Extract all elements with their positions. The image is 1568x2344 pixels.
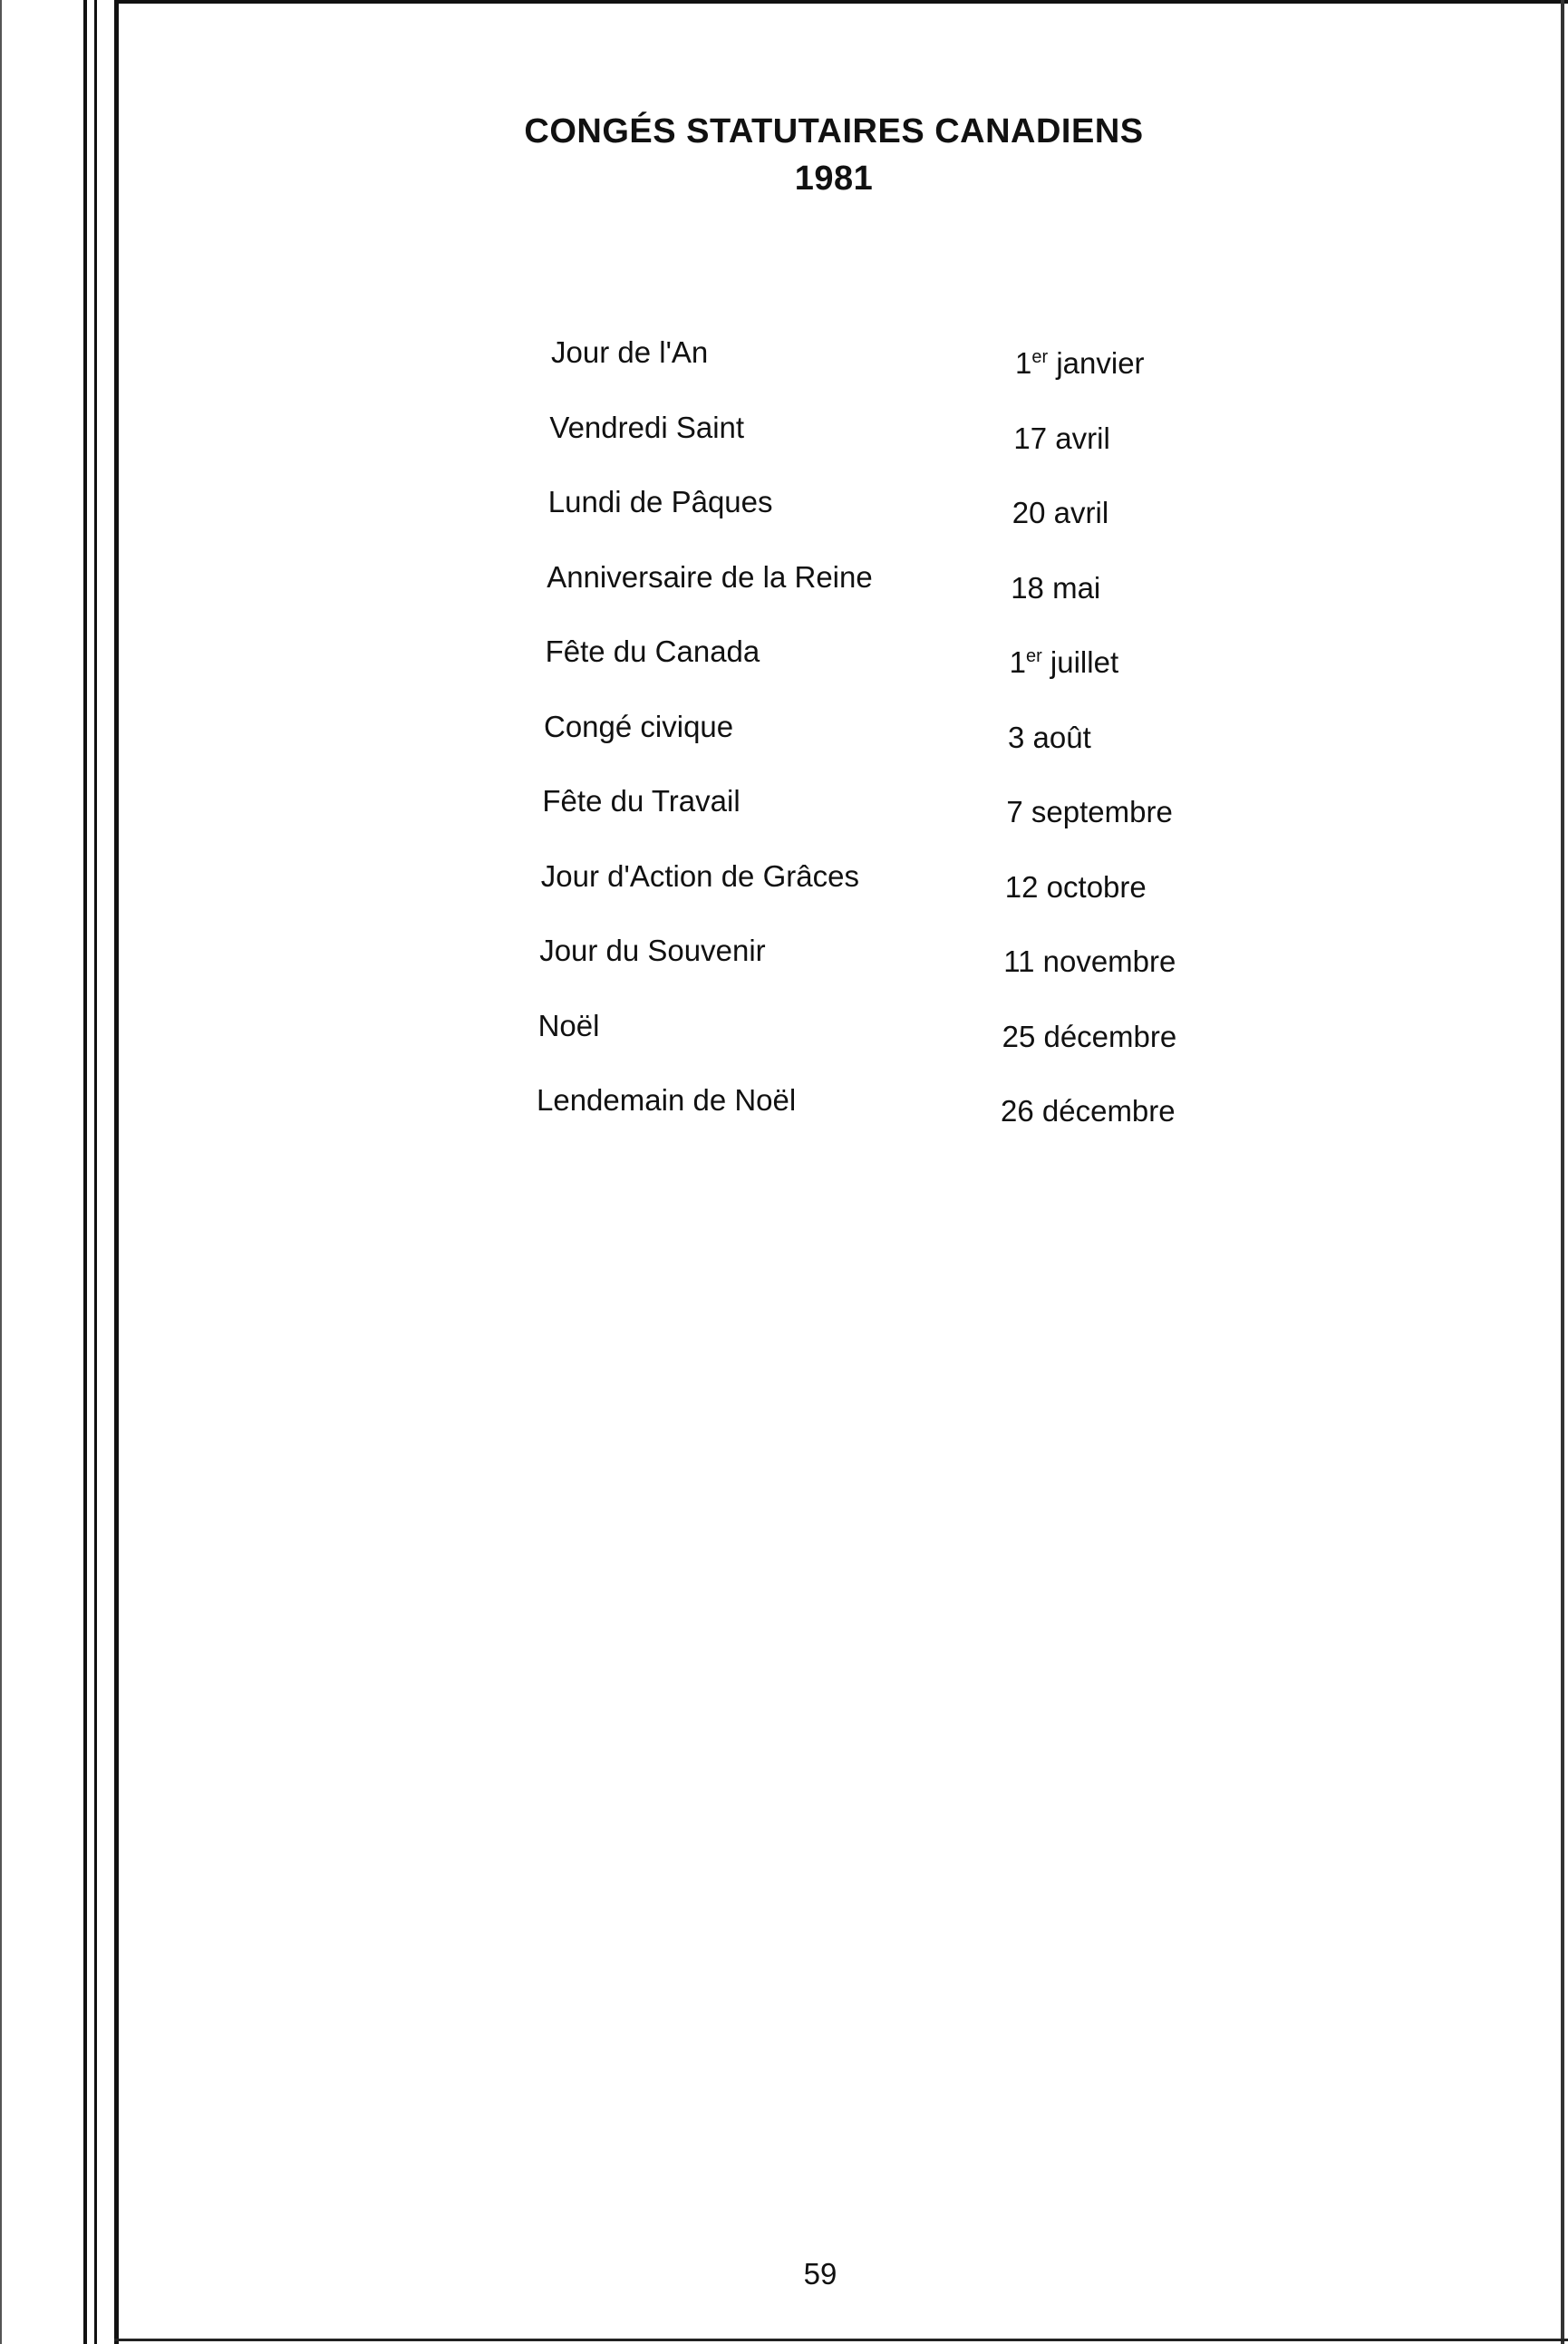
holiday-date-day: 20 — [1011, 496, 1046, 529]
holiday-date — [1015, 346, 1145, 381]
holiday-date-day: 17 — [1013, 421, 1048, 455]
holiday-date — [1003, 944, 1176, 979]
holiday-name: Noël — [537, 1008, 600, 1042]
holiday-row — [526, 710, 1215, 785]
page-number: 59 — [803, 2257, 837, 2291]
holiday-row — [526, 934, 1215, 1009]
holiday-name: Fête du Canada — [545, 634, 760, 668]
holiday-date — [1002, 1020, 1177, 1054]
holiday-row — [526, 1009, 1215, 1084]
holiday-row — [526, 411, 1215, 486]
page-year: 1981 — [794, 160, 874, 198]
page-right-border — [1561, 0, 1564, 2344]
holiday-name: Jour de l'An — [551, 335, 709, 369]
holiday-date-ordinal: er — [1031, 347, 1049, 367]
holiday-row — [526, 335, 1215, 411]
holiday-date-month: septembre — [1022, 795, 1173, 828]
page-left-border — [114, 0, 119, 2344]
holiday-date-month: avril — [1045, 496, 1109, 529]
holiday-date — [1008, 721, 1091, 755]
holiday-name: Lendemain de Noël — [537, 1083, 797, 1117]
holiday-row — [526, 784, 1215, 859]
holiday-date-month: mai — [1043, 570, 1101, 605]
holiday-date-month: octobre — [1038, 869, 1147, 904]
holiday-date — [1001, 1094, 1176, 1128]
holiday-date — [1012, 496, 1108, 530]
holiday-date — [1013, 421, 1109, 456]
page-bottom-border — [114, 2339, 1568, 2341]
holiday-date — [1006, 795, 1172, 829]
holiday-date-day: 7 — [1006, 795, 1023, 828]
holiday-row — [526, 859, 1215, 935]
holiday-date — [1010, 645, 1119, 680]
holiday-date-month: juillet — [1041, 645, 1119, 679]
scan-edge-line — [0, 0, 2, 2344]
holiday-date-month: décembre — [1035, 1019, 1177, 1053]
holiday-row — [526, 560, 1215, 635]
page-title: CONGÉS STATUTAIRES CANADIENS — [524, 112, 1144, 150]
page-top-border — [114, 0, 1568, 4]
holiday-date-day: 26 — [1001, 1094, 1034, 1128]
holiday-date-day: 18 — [1011, 570, 1044, 605]
holiday-date-month: novembre — [1034, 944, 1176, 978]
holiday-name: Fête du Travail — [542, 784, 740, 818]
holiday-name: Congé civique — [544, 709, 734, 743]
holiday-date — [1005, 870, 1147, 905]
binding-line — [94, 0, 97, 2344]
holiday-date-month: janvier — [1048, 346, 1145, 380]
holiday-date-month: août — [1024, 720, 1091, 754]
holiday-date — [1011, 571, 1100, 605]
holiday-list — [526, 335, 1215, 1158]
holiday-date-day: 1 — [1015, 346, 1032, 380]
holiday-date-day: 12 — [1004, 869, 1039, 904]
holiday-row — [526, 485, 1215, 560]
holiday-name: Vendredi Saint — [549, 410, 745, 444]
holiday-row — [526, 1083, 1215, 1158]
holiday-date-day: 11 — [1003, 944, 1035, 978]
binding-line — [83, 0, 87, 2344]
holiday-date-month: décembre — [1033, 1094, 1176, 1128]
holiday-row — [526, 634, 1215, 710]
holiday-date-day: 3 — [1008, 720, 1025, 754]
holiday-name: Anniversaire de la Reine — [547, 559, 873, 594]
holiday-name: Jour du Souvenir — [539, 934, 766, 967]
holiday-name: Lundi de Pâques — [547, 485, 773, 518]
holiday-date-day: 1 — [1009, 645, 1026, 679]
holiday-name: Jour d'Action de Grâces — [540, 858, 859, 893]
holiday-date-day: 25 — [1002, 1019, 1036, 1053]
holiday-date-month: avril — [1047, 421, 1110, 455]
holiday-date-ordinal: er — [1025, 646, 1042, 666]
